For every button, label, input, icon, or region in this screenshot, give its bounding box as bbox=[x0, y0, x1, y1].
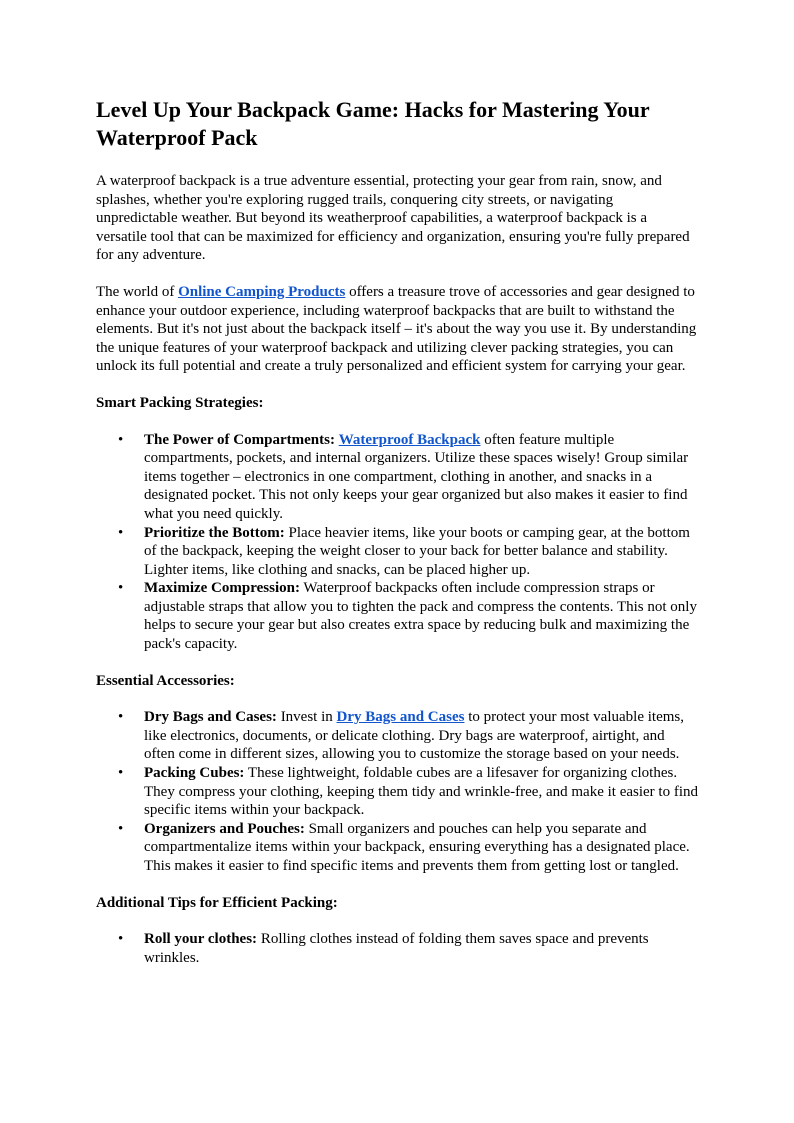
item-text: Waterproof backpacks often include compression straps or adjustable straps that allow you to tighten the pack and compress the contents. This not only helps to secure your gear but also creates extra space by reducing bulk and maximizing the pack's capacity. bbox=[144, 580, 697, 653]
item-label: Roll your clothes: bbox=[144, 931, 258, 948]
item-text-pre: Invest in bbox=[276, 709, 337, 726]
bullet-icon: • bbox=[118, 524, 124, 541]
bullet-icon: • bbox=[118, 820, 124, 837]
list-item bbox=[96, 764, 698, 820]
bullet-icon: • bbox=[118, 931, 124, 948]
section-heading-additional-tips: Additional Tips for Efficient Packing: bbox=[96, 894, 338, 911]
waterproof-backpack-link[interactable]: Waterproof Backpack bbox=[338, 431, 481, 448]
item-text: Place heavier items, like your boots or camping gear, at the bottom of the backpack, keeping the weight closer to your back for better balance and stability. Lighter items, like clothing and snacks, can be placed higher up. bbox=[144, 524, 690, 578]
item-label: Maximize Compression: bbox=[144, 580, 300, 597]
bullet-icon: • bbox=[118, 580, 124, 597]
document-page bbox=[96, 96, 698, 985]
paragraph-text-before: The world of bbox=[96, 283, 179, 300]
list-item bbox=[96, 431, 698, 524]
item-label: Organizers and Pouches: bbox=[144, 820, 305, 837]
intro-paragraph: A waterproof backpack is a true adventure essential, protecting your gear from rain, snow, and splashes, whether you're exploring rugged trails, conquering city streets, or navigating unpredictable weather. But beyond its weatherproof capabilities, a waterproof backpack is a versatile tool that can be maximized for efficiency and organization, ensuring you're fully prepared for any adventure. bbox=[96, 173, 690, 264]
list-item bbox=[96, 820, 698, 876]
smart-packing-list bbox=[96, 431, 698, 654]
dry-bags-and-cases-link[interactable]: Dry Bags and Cases bbox=[336, 709, 465, 726]
additional-tips-list bbox=[96, 930, 698, 967]
section-heading-essential-accessories: Essential Accessories: bbox=[96, 672, 235, 689]
bullet-icon: • bbox=[118, 431, 124, 448]
paragraph-text-after: offers a treasure trove of accessories and gear designed to enhance your outdoor experience, including waterproof backpacks that are built to withstand the elements. But it's not just about the backpack itself – it's about the way you use it. By understanding the unique features of your waterproof backpack and utilizing clever packing strategies, you can unlock its full potential and create a truly personalized and efficient system for carrying your gear. bbox=[96, 283, 697, 375]
item-text: Rolling clothes instead of folding them saves space and prevents wrinkles. bbox=[144, 931, 649, 966]
item-text: often feature multiple compartments, pockets, and internal organizers. Utilize these spaces wisely! Group similar items together – electronics in one compartment, clothing in another, and snacks in a designated pocket. This not only keeps your gear organized but also makes it easier to find what you need quickly. bbox=[144, 431, 689, 522]
bullet-icon: • bbox=[118, 765, 124, 782]
item-label: Packing Cubes: bbox=[144, 765, 245, 782]
list-item bbox=[96, 524, 698, 580]
item-label: Dry Bags and Cases: bbox=[144, 709, 277, 726]
list-item bbox=[96, 579, 698, 653]
item-text: These lightweight, foldable cubes are a lifesaver for organizing clothes. They compress your clothing, keeping them tidy and wrinkle-free, and make it easier to find specific items within your backpack. bbox=[144, 765, 698, 819]
section-heading-smart-packing: Smart Packing Strategies: bbox=[96, 394, 264, 411]
page-title: Level Up Your Backpack Game: Hacks for Mastering Your Waterproof Pack bbox=[96, 97, 650, 150]
online-camping-products-link[interactable]: Online Camping Products bbox=[178, 283, 346, 300]
item-label: Prioritize the Bottom: bbox=[144, 524, 285, 541]
item-text: to protect your most valuable items, like electronics, documents, or delicate clothing. Dry bags are waterproof, airtight, and often come in different sizes, allowing you to customize the storage based on your needs. bbox=[144, 709, 684, 763]
essential-accessories-list bbox=[96, 708, 698, 875]
list-item bbox=[96, 708, 698, 764]
list-item bbox=[96, 930, 698, 967]
bullet-icon: • bbox=[118, 709, 124, 726]
item-label: The Power of Compartments: bbox=[144, 431, 335, 448]
camping-products-paragraph bbox=[96, 283, 698, 376]
item-text: Small organizers and pouches can help you separate and compartmentalize items within your backpack, ensuring everything has a designated place. This makes it easier to find specific items and prevents them from getting lost or tangled. bbox=[144, 820, 690, 874]
